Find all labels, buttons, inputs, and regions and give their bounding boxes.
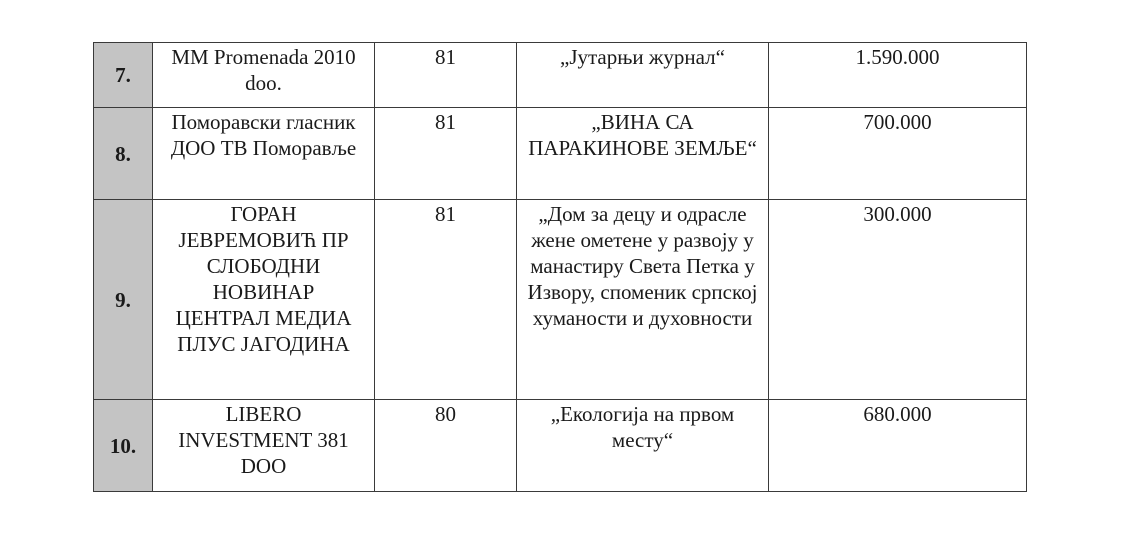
project-title: „Екологија на првом месту“ [550,402,735,452]
score-cell: 81 [375,108,517,200]
applicant-cell [153,400,375,492]
applicant-name: LIBERO INVESTMENT 381 DOO [178,402,349,478]
applicant-name: Поморавски гласник ДОО ТВ Поморавље [170,110,357,160]
amount-cell: 700.000 [769,108,1027,200]
row-number: 9. [94,200,153,400]
table-row [94,108,1027,200]
project-cell [517,400,769,492]
table-row [94,200,1027,400]
row-number: 7. [94,43,153,108]
amount-cell: 1.590.000 [769,43,1027,108]
project-title: „ВИНА СА ПАРАКИНОВЕ ЗЕМЉЕ“ [528,110,757,160]
project-title: „Јутарњи журнал“ [560,45,725,69]
applicant-cell [153,200,375,400]
score-cell: 81 [375,43,517,108]
results-table [93,42,1027,492]
applicant-cell [153,108,375,200]
row-number: 10. [94,400,153,492]
applicant-cell [153,43,375,108]
project-cell [517,43,769,108]
project-title: „Дом за децу и одрасле жене ометене у развоју у манастиру Света Петка у Извору, споменик српској хуманости и духовности [527,202,758,330]
amount-cell: 680.000 [769,400,1027,492]
amount-cell: 300.000 [769,200,1027,400]
table-row [94,400,1027,492]
applicant-name: MM Promenada 2010 doo. [171,45,356,95]
score-cell: 80 [375,400,517,492]
score-cell: 81 [375,200,517,400]
row-number: 8. [94,108,153,200]
table-row [94,43,1027,108]
project-cell [517,200,769,400]
applicant-name: ГОРАН ЈЕВРЕМОВИЋ ПР СЛОБОДНИ НОВИНАР ЦЕНТРАЛ МЕДИА ПЛУС ЈАГОДИНА [175,202,352,356]
project-cell [517,108,769,200]
